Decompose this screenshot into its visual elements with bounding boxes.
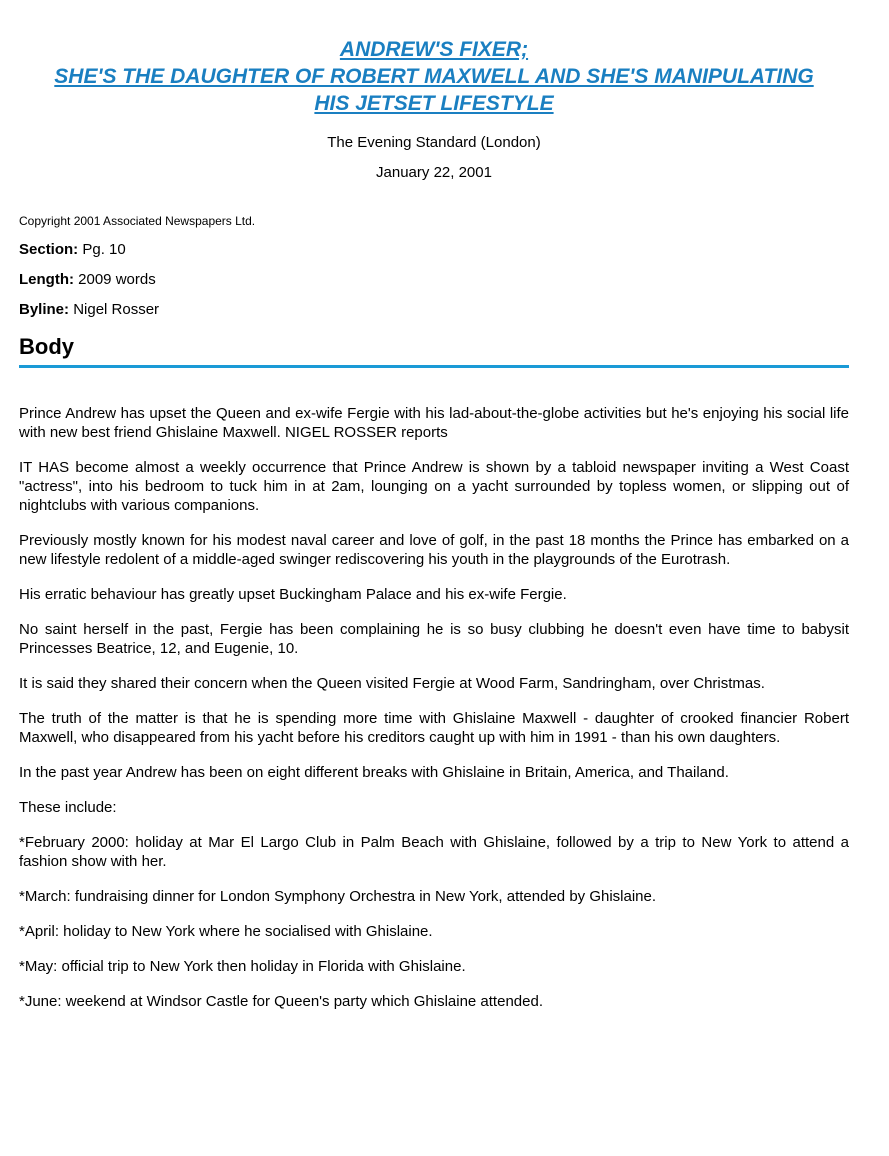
title-line: SHE'S THE DAUGHTER OF ROBERT MAXWELL AND SHE'S MANIPULATING [54,65,814,88]
length-meta [19,271,849,289]
body-paragraph: *June: weekend at Windsor Castle for Queen's party which Ghislaine attended. [19,993,543,1010]
body-paragraph: It is said they shared their concern when the Queen visited Fergie at Wood Farm, Sandringham, over Christmas. [19,675,765,692]
body-paragraph: IT HAS become almost a weekly occurrence that Prince Andrew is shown by a tabloid newspaper inviting a West Coast "actress", into his bedroom to tuck him in at 2am, lounging on a yacht surrounded by topless women, or slipping out of nightclubs with various companions. [19,459,849,514]
publication-date: January 22, 2001 [376,164,492,181]
copyright-notice: Copyright 2001 Associated Newspapers Ltd. [19,214,256,228]
body-paragraph: The truth of the matter is that he is spending more time with Ghislaine Maxwell - daughter of crooked financier Robert Maxwell, who disappeared from his yacht before his creditors caught up with him in 1991 - than his own daughters. [19,710,849,746]
body-paragraph: His erratic behaviour has greatly upset Buckingham Palace and his ex-wife Fergie. [19,586,567,603]
length-value: 2009 words [78,271,156,288]
title-line: HIS JETSET LIFESTYLE [314,92,554,115]
body-paragraph: No saint herself in the past, Fergie has been complaining he is so busy clubbing he doesn't even have time to babysit Princesses Beatrice, 12, and Eugenie, 10. [19,621,849,657]
byline-value: Nigel Rosser [73,301,160,318]
body-heading: Body [19,333,849,368]
body-paragraph: Previously mostly known for his modest naval career and love of golf, in the past 18 months the Prince has embarked on a new lifestyle redolent of a middle-aged swinger rediscovering his youth in the playgrounds of the Eurotrash. [19,532,849,568]
section-meta [19,241,849,259]
section-label: Section: [19,241,79,258]
body-paragraph: *April: holiday to New York where he socialised with Ghislaine. [19,923,433,940]
body-paragraph: These include: [19,799,117,816]
publication-source: The Evening Standard (London) [327,134,541,151]
body-paragraph: In the past year Andrew has been on eight different breaks with Ghislaine in Britain, America, and Thailand. [19,764,729,781]
article-title[interactable] [19,36,849,117]
body-paragraph: *May: official trip to New York then holiday in Florida with Ghislaine. [19,958,466,975]
body-paragraph: *March: fundraising dinner for London Symphony Orchestra in New York, attended by Ghislaine. [19,888,657,905]
section-value: Pg. 10 [82,241,126,258]
document-page [19,36,849,1027]
length-label: Length: [19,271,74,288]
byline-meta [19,301,849,319]
body-paragraph: Prince Andrew has upset the Queen and ex-wife Fergie with his lad-about-the-globe activities but he's enjoying his social life with new best friend Ghislaine Maxwell. NIGEL ROSSER reports [19,405,849,441]
article-body [19,404,849,1011]
byline-label: Byline: [19,301,70,318]
body-paragraph: *February 2000: holiday at Mar El Largo Club in Palm Beach with Ghislaine, followed by a trip to New York to attend a fashion show with her. [19,834,849,870]
title-line: ANDREW'S FIXER; [339,38,529,61]
